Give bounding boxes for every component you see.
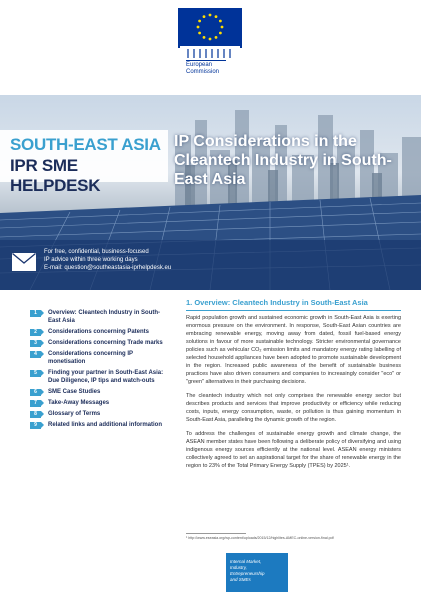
toc-arrow-icon <box>41 422 44 428</box>
contact-line-2: IP advice within three working days <box>44 257 138 263</box>
toc-number: 2 <box>30 329 41 336</box>
eu-star <box>215 15 218 18</box>
toc-number: 7 <box>30 400 41 407</box>
toc-label: Overview: Cleantech Industry in South-East Asia <box>48 310 161 324</box>
toc-item[interactable] <box>30 399 170 407</box>
ec-name-line-2: Commission <box>186 69 220 75</box>
eu-star <box>221 26 224 29</box>
ec-name-line-1: European <box>186 62 213 68</box>
eu-star <box>219 32 222 35</box>
dg-line-1: Internal Market, <box>230 559 262 564</box>
contact-bar <box>0 240 421 290</box>
table-of-contents <box>30 309 170 432</box>
toc-label: Finding your partner in South-East Asia: Due Diligence, IP tips and watch-outs <box>48 370 164 384</box>
dg-line-2: Industry, <box>230 565 247 570</box>
dg-line-4: and SMEs <box>230 577 251 582</box>
envelope-icon <box>12 253 36 271</box>
footnote[interactable]: ¹ http://www.eseasia.org/wp-content/uploads/2015/12/highlites-AMEC-online-version-final.pdf <box>186 536 334 540</box>
eu-star <box>219 20 222 23</box>
toc-label: SME Case Studies <box>48 389 101 395</box>
helpdesk-region: SOUTH-EAST ASIA <box>10 135 161 154</box>
toc-number: 1 <box>30 310 41 317</box>
toc-arrow-icon <box>41 340 44 346</box>
toc-number: 6 <box>30 389 41 396</box>
helpdesk-name: IPR SME HELPDESK <box>10 156 101 195</box>
european-commission-logo <box>178 8 242 92</box>
title-box <box>168 130 421 240</box>
section-title-rule <box>186 310 401 311</box>
toc-number: 3 <box>30 340 41 347</box>
dg-label <box>230 559 265 583</box>
eu-star <box>197 26 200 29</box>
contact-line-1: For free, confidential, business-focused <box>44 249 149 255</box>
toc-arrow-icon <box>41 400 44 406</box>
body-paragraph: Rapid population growth and sustained economic growth in South-East Asia is exerting enormous pressure on the environment. In response, South-East Asian countries are embracing renewable energy, moving away from dated, fossil fuel-based energy solutions in favour of more sustainable technology. Stricter environmental governance policies such as vehicular CO₂ emission limits and mandatory energy rating labelling of selected household appliances have been adopted to promote sustainable development in the region. Increased public awareness of the benefit of sustainable business practices have also driven consumers and companies to increasingly consider "eco" or "green" alternatives in their purchasing decisions. <box>186 315 401 385</box>
eu-star <box>209 14 212 17</box>
toc-arrow-icon <box>41 329 44 335</box>
toc-item[interactable] <box>30 388 170 396</box>
toc-arrow-icon <box>41 370 44 376</box>
hero-image <box>0 95 421 290</box>
toc-arrow-icon <box>41 389 44 395</box>
body-paragraph: To address the challenges of sustainable energy growth and climate change, the ASEAN member states have been following a deliberate policy of diversifying and using indigenous energy sources efficiently at the national level. ASEAN energy ministers collectively agreed to set an aspirational target for the share of renewable energy in the region to 23% of the Total Primary Energy Supply (TPES) by 2025¹. <box>186 431 401 469</box>
eu-star <box>215 36 218 39</box>
top-band <box>0 0 421 95</box>
toc-label: Take-Away Messages <box>48 400 110 406</box>
dg-grow-box <box>226 553 288 592</box>
toc-number: 4 <box>30 351 41 358</box>
toc-arrow-icon <box>41 351 44 357</box>
toc-arrow-icon <box>41 411 44 417</box>
contact-info <box>44 248 171 272</box>
eu-star <box>198 20 201 23</box>
footnote-rule <box>186 533 246 534</box>
toc-number: 5 <box>30 370 41 377</box>
ec-building-icon <box>178 8 242 58</box>
toc-label: Considerations concerning IP monetisation <box>48 351 133 365</box>
eu-star <box>203 36 206 39</box>
body-paragraph: The cleantech industry which not only comprises the renewable energy sector but describes products and services that improve productivity or efficiency while reducing costs, inputs, energy consumption, waste, or pollution is thus gaining momentum in South-East Asia, paralleling the dynamic growth of the region. <box>186 393 401 423</box>
toc-item[interactable] <box>30 369 170 385</box>
toc-item[interactable] <box>30 309 170 325</box>
ec-name <box>186 62 219 76</box>
section-body <box>186 314 401 476</box>
toc-label: Considerations concerning Trade marks <box>48 340 163 346</box>
toc-item[interactable] <box>30 339 170 347</box>
eu-star <box>203 15 206 18</box>
toc-number: 8 <box>30 411 41 418</box>
helpdesk-brand-box <box>0 130 168 195</box>
toc-item[interactable] <box>30 328 170 336</box>
toc-label: Glossary of Terms <box>48 411 101 417</box>
section-title: 1. Overview: Cleantech Industry in South-East Asia <box>186 298 368 307</box>
eu-star <box>198 32 201 35</box>
toc-label: Related links and additional information <box>48 422 163 428</box>
document-title: IP Considerations in the Cleantech Industry in South-East Asia <box>174 133 392 188</box>
dg-line-3: Entrepreneurship <box>230 571 265 576</box>
toc-item[interactable] <box>30 421 170 429</box>
eu-star <box>209 38 212 41</box>
toc-item[interactable] <box>30 350 170 366</box>
contact-email[interactable]: E-mail: question@southeastasia-iprhelpdesk.eu <box>44 265 172 271</box>
toc-label: Considerations concerning Patents <box>48 329 150 335</box>
toc-arrow-icon <box>41 310 44 316</box>
ec-rule <box>186 60 226 61</box>
toc-item[interactable] <box>30 410 170 418</box>
toc-number: 9 <box>30 422 41 429</box>
